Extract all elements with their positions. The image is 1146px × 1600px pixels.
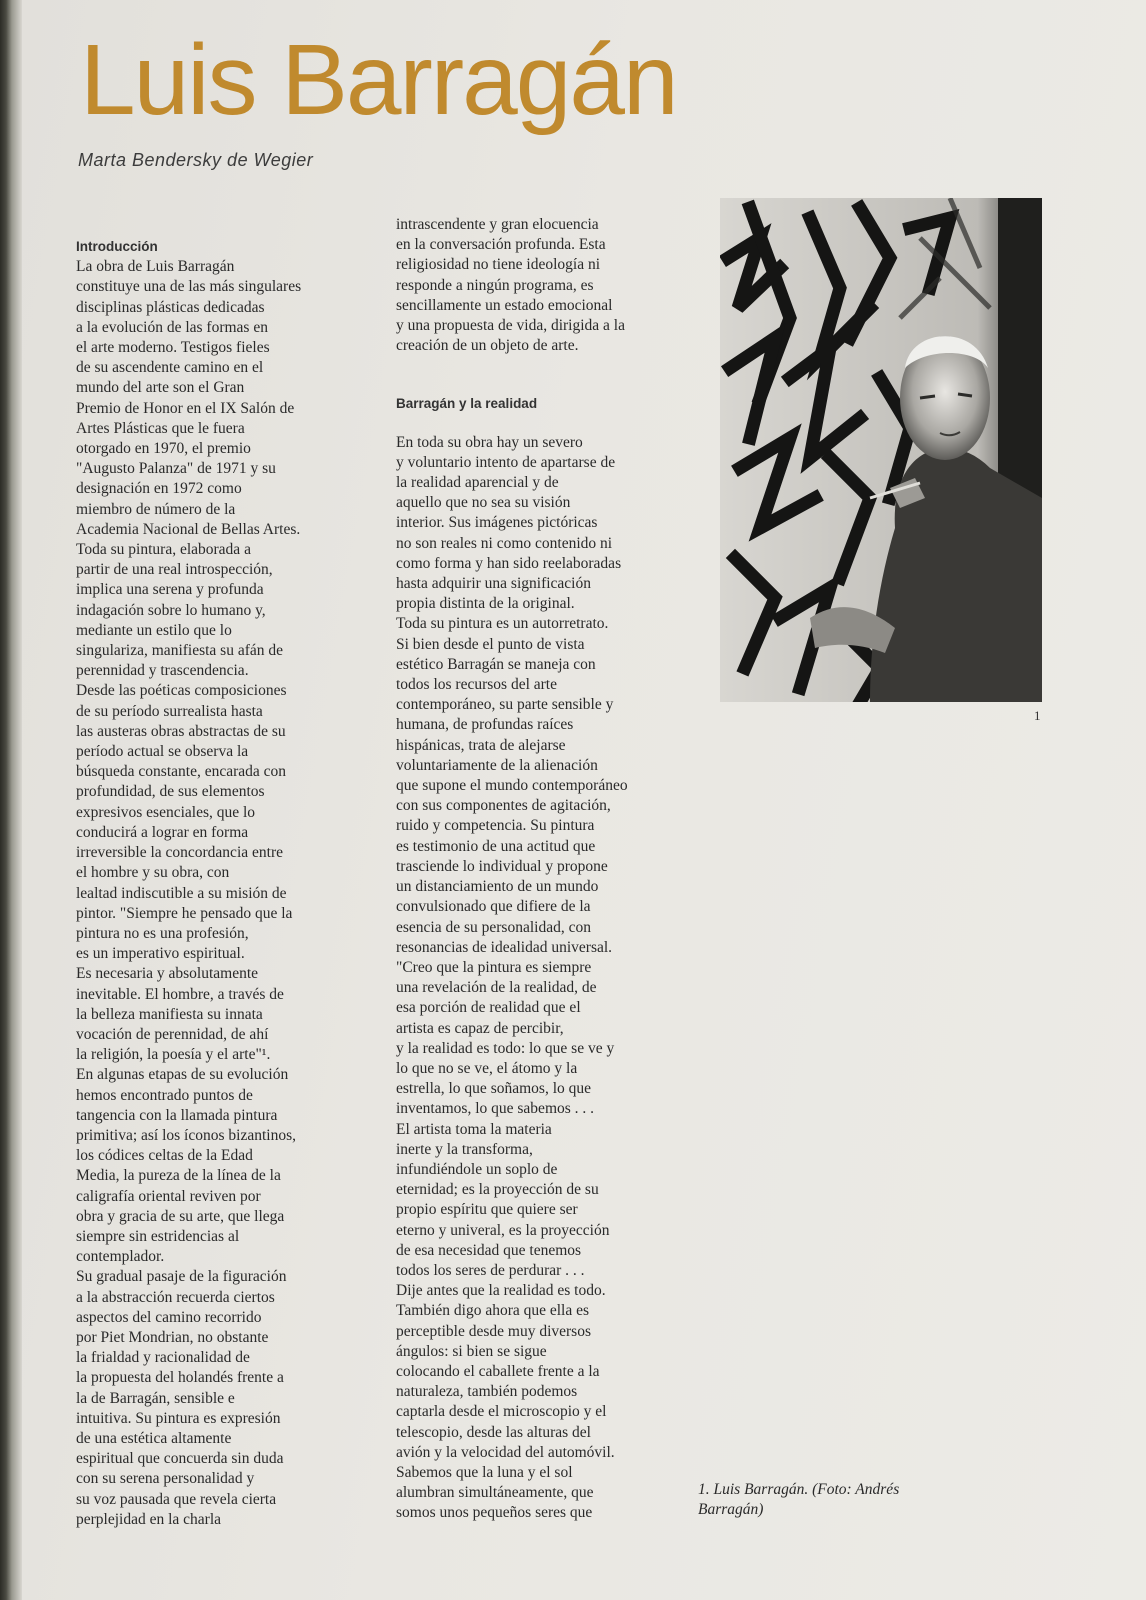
- text-line: eterno y univeral, es la proyección: [396, 1221, 610, 1239]
- text-line: con sus componentes de agitación,: [396, 797, 611, 815]
- text-line: mundo del arte son el Gran: [76, 379, 245, 397]
- text-line: singulariza, manifiesta su afán de: [76, 642, 284, 660]
- text-line: que supone el mundo contemporáneo: [396, 777, 628, 795]
- text-line: la realidad aparencial y de: [396, 474, 559, 492]
- text-line: perplejidad en la charla: [76, 1510, 222, 1528]
- text-line: Dije antes que la realidad es todo.: [396, 1282, 606, 1300]
- text-line: infundiéndole un soplo de: [396, 1160, 558, 1178]
- text-line: perennidad y trascendencia.: [76, 662, 249, 680]
- text-line: es un imperativo espiritual.: [76, 945, 245, 963]
- text-line: El artista toma la materia: [396, 1120, 552, 1138]
- text-line: propio espíritu que quiere ser: [396, 1201, 578, 1219]
- text-line: la religión, la poesía y el arte"¹.: [76, 1046, 271, 1064]
- text-line: contemporáneo, su parte sensible y: [396, 696, 614, 714]
- figure-number: 1: [1034, 708, 1041, 723]
- text-line: Artes Plásticas que le fuera: [76, 419, 245, 437]
- text-line: Su gradual pasaje de la figuración: [76, 1268, 287, 1286]
- figure-caption: [698, 1480, 1018, 1520]
- text-line: implica una serena y profunda: [76, 581, 264, 599]
- text-line: voluntariamente de la alienación: [396, 756, 598, 774]
- text-line: trasciende lo individual y propone: [396, 857, 608, 875]
- text-line: Es necesaria y absolutamente: [76, 965, 259, 983]
- text-line: En toda su obra hay un severo: [396, 433, 583, 451]
- text-line: de su período surrealista hasta: [76, 702, 263, 720]
- text-line: Academia Nacional de Bellas Artes.: [76, 520, 301, 538]
- text-line: somos unos pequeños seres que: [396, 1504, 593, 1522]
- text-column-2: [396, 215, 708, 1524]
- text-line: hasta adquirir una significación: [396, 575, 591, 593]
- page-binding-edge: [0, 0, 22, 1600]
- column-1-body: [76, 257, 376, 1530]
- text-line: esencia de su personalidad, con: [396, 918, 591, 936]
- text-line: es testimonio de una actitud que: [396, 837, 596, 855]
- text-line: una revelación de la realidad, de: [396, 979, 597, 997]
- text-line: búsqueda constante, encarada con: [76, 763, 287, 781]
- text-line: como forma y han sido reelaboradas: [396, 554, 622, 572]
- text-line: perceptible desde muy diversos: [396, 1322, 591, 1340]
- text-line: Premio de Honor en el IX Salón de: [76, 399, 295, 417]
- text-line: un distanciamiento de un mundo: [396, 878, 599, 896]
- text-line: caligrafía oriental reviven por: [76, 1187, 261, 1205]
- text-line: indagación sobre lo humano y,: [76, 601, 266, 619]
- article-author: Marta Bendersky de Wegier: [78, 150, 314, 170]
- section-heading-introduccion: Introducción: [76, 239, 158, 254]
- text-line: "Creo que la pintura es siempre: [396, 958, 592, 976]
- column-2-body: [396, 433, 708, 1524]
- text-line: sencillamente un estado emocional: [396, 296, 613, 314]
- text-line: "Augusto Palanza" de 1971 y su: [76, 460, 276, 478]
- text-line: irreversible la concordancia entre: [76, 844, 283, 862]
- text-line: naturaleza, también podemos: [396, 1383, 578, 1401]
- text-line: partir de una real introspección,: [76, 561, 273, 579]
- text-line: creación de un objeto de arte.: [396, 337, 579, 355]
- text-line: responde a ningún programa, es: [396, 276, 594, 294]
- text-line: colocando el caballete frente a la: [396, 1362, 600, 1380]
- text-line: los códices celtas de la Edad: [76, 1147, 253, 1165]
- article-title: Luis Barragán: [80, 24, 677, 136]
- text-line: tangencia con la llamada pintura: [76, 1106, 278, 1124]
- text-line: no son reales ni como contenido ni: [396, 534, 613, 552]
- text-line: y la realidad es todo: lo que se ve y: [396, 1039, 615, 1057]
- text-line: de una estética altamente: [76, 1429, 232, 1447]
- text-line: ángulos: si bien se sigue: [396, 1342, 547, 1360]
- text-line: y voluntario intento de apartarse de: [396, 453, 616, 471]
- text-line: miembro de número de la: [76, 500, 236, 518]
- text-line: la propuesta del holandés frente a: [76, 1369, 284, 1387]
- text-line: a la abstracción recuerda ciertos: [76, 1288, 275, 1306]
- caption-line: Barragán): [698, 1501, 764, 1518]
- text-line: Toda su pintura, elaborada a: [76, 541, 251, 559]
- text-line: todos los seres de perdurar . . .: [396, 1261, 585, 1279]
- text-line: inevitable. El hombre, a través de: [76, 985, 284, 1003]
- text-line: intuitiva. Su pintura es expresión: [76, 1409, 281, 1427]
- text-line: profundidad, de sus elementos: [76, 783, 265, 801]
- text-line: eternidad; es la proyección de su: [396, 1181, 599, 1199]
- text-line: resonancias de idealidad universal.: [396, 938, 613, 956]
- text-line: la de Barragán, sensible e: [76, 1389, 235, 1407]
- text-line: expresivos esenciales, que lo: [76, 803, 256, 821]
- text-line: interior. Sus imágenes pictóricas: [396, 514, 598, 532]
- text-line: todos los recursos del arte: [396, 676, 557, 694]
- text-line: convulsionado que difiere de la: [396, 898, 591, 916]
- caption-line: 1. Luis Barragán. (Foto: Andrés: [698, 1481, 900, 1498]
- text-line: Toda su pintura es un autorretrato.: [396, 615, 609, 633]
- text-line: en la conversación profunda. Esta: [396, 236, 606, 254]
- text-line: hemos encontrado puntos de: [76, 1086, 253, 1104]
- text-line: estético Barragán se maneja con: [396, 655, 596, 673]
- text-line: humana, de profundas raíces: [396, 716, 574, 734]
- text-line: inerte y la transforma,: [396, 1140, 533, 1158]
- text-column-1: [76, 237, 376, 1530]
- text-line: También digo ahora que ella es: [396, 1302, 590, 1320]
- text-line: propia distinta de la original.: [396, 595, 575, 613]
- text-line: telescopio, desde las alturas del: [396, 1423, 591, 1441]
- text-line: contemplador.: [76, 1248, 165, 1266]
- text-line: lealtad indiscutible a su misión de: [76, 884, 287, 902]
- text-line: vocación de perennidad, de ahí: [76, 1025, 269, 1043]
- text-line: obra y gracia de su arte, que llega: [76, 1207, 285, 1225]
- text-line: las austeras obras abstractas de su: [76, 722, 286, 740]
- text-line: la frialdad y racionalidad de: [76, 1349, 250, 1367]
- text-line: pintor. "Siempre he pensado que la: [76, 904, 293, 922]
- text-line: otorgado en 1970, el premio: [76, 440, 251, 458]
- text-line: período actual se observa la: [76, 743, 249, 761]
- text-line: primitiva; así los íconos bizantinos,: [76, 1126, 296, 1144]
- text-line: Si bien desde el punto de vista: [396, 635, 585, 653]
- text-line: pintura no es una profesión,: [76, 924, 249, 942]
- text-line: y una propuesta de vida, dirigida a la: [396, 317, 625, 335]
- text-line: el arte moderno. Testigos fieles: [76, 339, 270, 357]
- text-line: espiritual que concuerda sin duda: [76, 1450, 284, 1468]
- text-line: de su ascendente camino en el: [76, 359, 264, 377]
- text-line: En algunas etapas de su evolución: [76, 1066, 289, 1084]
- text-line: de esa necesidad que tenemos: [396, 1241, 582, 1259]
- text-line: el hombre y su obra, con: [76, 864, 230, 882]
- text-line: a la evolución de las formas en: [76, 318, 268, 336]
- text-line: avión y la velocidad del automóvil.: [396, 1443, 615, 1461]
- text-line: constituye una de las más singulares: [76, 278, 302, 296]
- column-2-intro-body: [396, 215, 708, 356]
- text-line: aquello que no sea su visión: [396, 494, 571, 512]
- text-line: intrascendente y gran elocuencia: [396, 216, 599, 233]
- text-line: esa porción de realidad que el: [396, 999, 581, 1017]
- text-line: lo que no se ve, el átomo y la: [396, 1059, 578, 1077]
- text-line: Sabemos que la luna y el sol: [396, 1463, 573, 1481]
- text-line: ruido y competencia. Su pintura: [396, 817, 595, 835]
- text-line: La obra de Luis Barragán: [76, 258, 235, 276]
- text-line: con su serena personalidad y: [76, 1470, 255, 1488]
- text-line: alumbran simultáneamente, que: [396, 1484, 594, 1502]
- text-line: artista es capaz de percibir,: [396, 1019, 564, 1037]
- text-line: religiosidad no tiene ideología ni: [396, 256, 601, 274]
- text-line: captarla desde el microscopio y el: [396, 1403, 607, 1421]
- portrait-photo: [720, 198, 1042, 702]
- text-line: estrella, lo que soñamos, lo que: [396, 1080, 591, 1098]
- text-line: siempre sin estridencias al: [76, 1227, 240, 1245]
- text-line: inventamos, lo que sabemos . . .: [396, 1100, 595, 1118]
- text-line: mediante un estilo que lo: [76, 621, 232, 639]
- text-line: aspectos del camino recorrido: [76, 1308, 262, 1326]
- text-line: disciplinas plásticas dedicadas: [76, 298, 265, 316]
- text-line: la belleza manifiesta su innata: [76, 1005, 263, 1023]
- text-line: Media, la pureza de la línea de la: [76, 1167, 281, 1185]
- text-line: su voz pausada que revela cierta: [76, 1490, 277, 1508]
- text-line: Desde las poéticas composiciones: [76, 682, 287, 700]
- text-line: designación en 1972 como: [76, 480, 242, 498]
- section-heading-realidad: Barragán y la realidad: [396, 396, 538, 412]
- text-line: por Piet Mondrian, no obstante: [76, 1328, 269, 1346]
- text-line: hispánicas, trata de alejarse: [396, 736, 566, 754]
- text-line: conducirá a lograr en forma: [76, 823, 249, 841]
